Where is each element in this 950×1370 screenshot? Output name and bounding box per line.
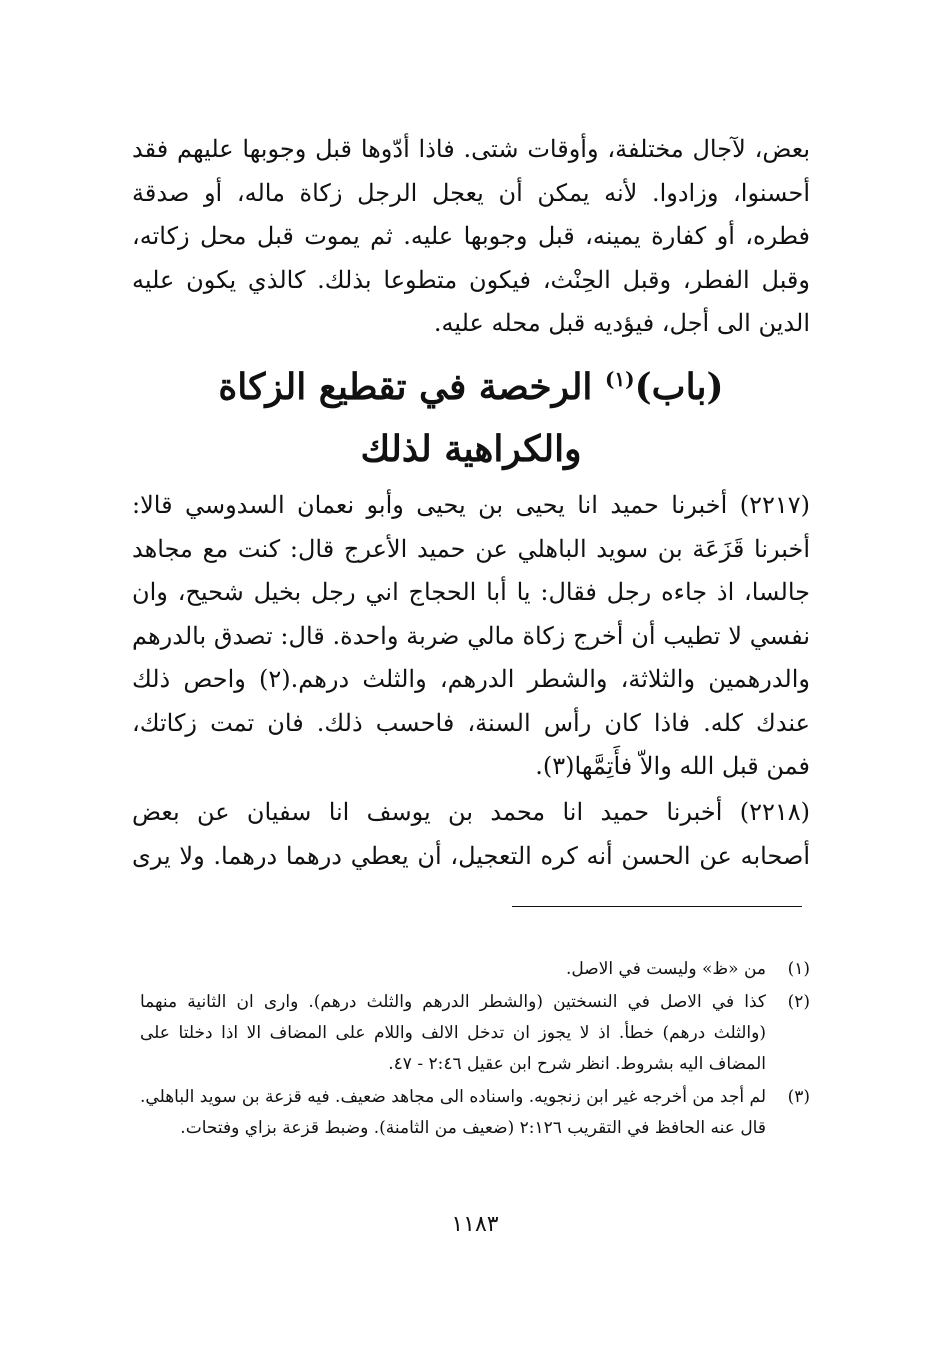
hadith-line: والدرهمين والثلاثة، والشطر الدرهم، والثلث درهم.(٢) واحص ذلك bbox=[132, 665, 810, 693]
intro-line: أحسنوا، وزادوا. لأنه يمكن أن يعجل الرجل زكاة ماله، أو صدقة bbox=[132, 178, 810, 207]
footnote-2 bbox=[140, 987, 810, 1080]
footnote-text: من «ظ» وليست في الاصل. bbox=[566, 959, 766, 979]
footnote-number: (٣) bbox=[787, 1087, 810, 1107]
hadith-line: (٢٢١٧) أخبرنا حميد انا يحيى بن يحيى وأبو نعمان السدوسي قالا: bbox=[132, 491, 810, 519]
hadith-line: أصحابه عن الحسن أنه كره التعجيل، أن يعطي درهما درهما. ولا يرى bbox=[132, 841, 810, 870]
intro-line: الدين الى أجل، فيؤديه قبل محله عليه. bbox=[433, 309, 810, 337]
hadith-line: أخبرنا قَزَعَة بن سويد الباهلي عن حميد الأعرج قال: كنت مع مجاهد bbox=[132, 534, 810, 563]
chapter-heading-line-1 bbox=[132, 356, 810, 418]
hadith-line: عندك كله. فاذا كان رأس السنة، فاحسب ذلك. فان تمت زكاتك، bbox=[132, 708, 810, 737]
intro-paragraph bbox=[132, 128, 810, 346]
hadith-2218 bbox=[132, 791, 810, 878]
footnote-divider bbox=[512, 906, 802, 907]
hadith-line: نفسي لا تطيب أن أخرج زكاة مالي ضربة واحدة. قال: تصدق بالدرهم bbox=[132, 621, 810, 650]
footnote-3 bbox=[140, 1082, 810, 1144]
hadith-line: (٢٢١٨) أخبرنا حميد انا محمد بن يوسف انا سفيان عن بعض bbox=[132, 798, 811, 826]
hadith-line: فمن قبل الله والاّ فأَتِمَّها(٣). bbox=[535, 752, 810, 780]
footnote-text: كذا في الاصل في النسختين (والشطر الدرهم والثلث درهم). وارى ان الثانية منهما (والثلث درهم) خطأ. اذ لا يجوز ان تدخل الالف واللام على المضاف الا اذا دخلتا على المضاف اليه بشروط. انظر شرح ابن عقيل ٢:٤٦ - ٤٧. bbox=[140, 992, 766, 1074]
chapter-heading-line-2: والكراهية لذلك bbox=[360, 428, 582, 470]
footnote-text: لم أجد من أخرجه غير ابن زنجويه. واسناده الى مجاهد ضعيف. فيه قزعة بن سويد الباهلي. قال عنه الحافظ في التقريب ٢:١٢٦ (ضعيف من الثامنة). وضبط قزعة بزاي وفتحات. bbox=[140, 1087, 767, 1138]
footnote-1 bbox=[140, 954, 810, 985]
intro-line: بعض، لآجال مختلفة، وأوقات شتى. فاذا أدّوها قبل وجوبها عليهم فقد bbox=[132, 135, 810, 163]
chapter-title-text: الرخصة في تقطيع الزكاة bbox=[218, 366, 605, 408]
intro-line: فطره، أو كفارة يمينه، قبل وجوبها عليه. ثم يموت قبل محل زكاته، bbox=[132, 222, 810, 250]
footnote-number: (١) bbox=[787, 959, 810, 979]
footnotes bbox=[140, 954, 810, 1146]
chapter-bab-label: (باب) bbox=[634, 366, 724, 408]
page-number: ١١٨٣ bbox=[451, 1212, 499, 1237]
hadith-line: جالسا، اذ جاءه رجل فقال: يا أبا الحجاج اني رجل بخيل شحيح، وان bbox=[132, 578, 810, 606]
intro-line: وقبل الفطر، وقبل الحِنْث، فيكون متطوعا بذلك. كالذي يكون عليه bbox=[132, 265, 810, 294]
hadith-2217 bbox=[132, 484, 810, 789]
chapter-heading bbox=[132, 356, 810, 480]
footnote-number: (٢) bbox=[787, 992, 810, 1012]
footnote-ref-1: (١) bbox=[604, 367, 635, 391]
